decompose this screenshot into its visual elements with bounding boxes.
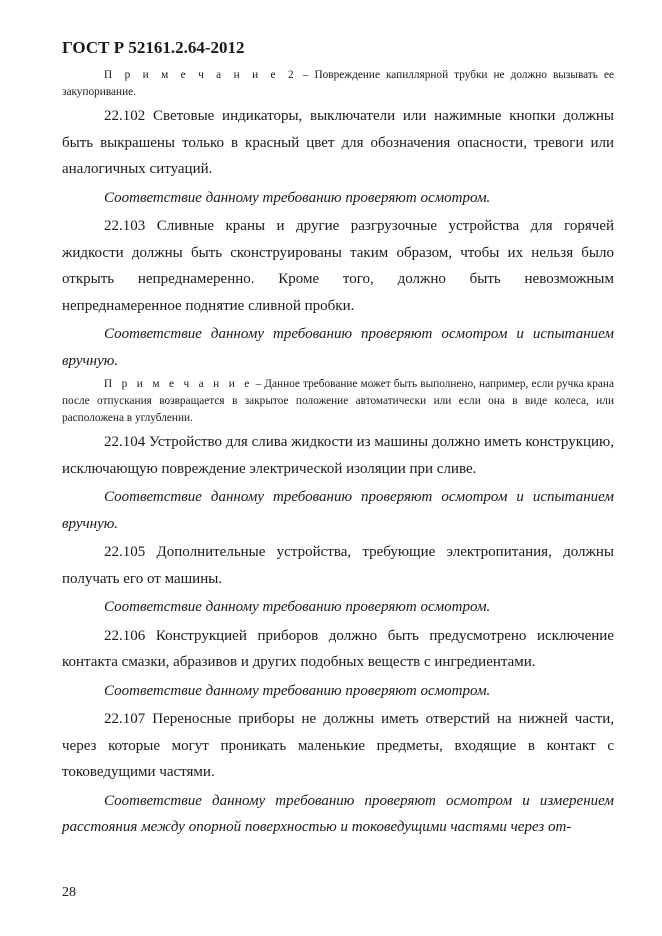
note-text: – Данное требование может быть выполнено, например, если ручка крана после отпускания возвращается в закрытое положение автоматически или если она в виде колеса, или расположена в углублении.	[62, 378, 614, 424]
compliance-statement: Соответствие данному требованию проверяют осмотром и испытанием вручную.	[62, 489, 614, 532]
clause-paragraph: 22.103 Сливные краны и другие разгрузочные устройства для горячей жидкости должны быть сконструированы таким образом, чтобы их нельзя было открыть непреднамеренно. Кроме того, должно быть невозможным непреднамеренное поднятие сливной пробки.	[62, 218, 614, 314]
note-lead: П р и м е ч а н и е 2	[104, 69, 297, 81]
compliance-statement: Соответствие данному требованию проверяют осмотром и испытанием вручную.	[62, 326, 614, 369]
clause-paragraph: 22.104 Устройство для слива жидкости из машины должно иметь конструкцию, исключающую повреждение электрической изоляции при сливе.	[62, 434, 614, 477]
clause-paragraph: 22.102 Световые индикаторы, выключатели или нажимные кнопки должны быть выкрашены только в красный цвет для обозначения опасности, тревоги или аналогичных ситуаций.	[62, 108, 614, 177]
note-paragraph	[62, 376, 614, 427]
compliance-statement: Соответствие данному требованию проверяют осмотром и измерением расстояния между опорной поверхностью и токоведущими частями через от-	[62, 792, 614, 835]
clause-paragraph: 22.105 Дополнительные устройства, требующие электропитания, должны получать его от машины.	[62, 544, 614, 587]
note-text: – Повреждение капиллярной трубки не должно вызывать ее закупоривание.	[62, 69, 614, 98]
note-lead: П р и м е ч а н и е	[104, 378, 253, 390]
clause-paragraph: 22.107 Переносные приборы не должны иметь отверстий на нижней части, через которые могут проникать маленькие предметы, входящие в контакт с токоведущими частями.	[62, 711, 614, 780]
clause-paragraph: 22.106 Конструкцией приборов должно быть предусмотрено исключение контакта смазки, абразивов и других подобных веществ с ингредиентами.	[62, 627, 614, 670]
note-paragraph	[62, 67, 614, 101]
page-number: 28	[62, 885, 76, 900]
document-body	[62, 66, 614, 843]
document-header-title: ГОСТ Р 52161.2.64-2012	[62, 38, 245, 57]
compliance-statement: Соответствие данному требованию проверяют осмотром.	[104, 682, 491, 699]
compliance-statement: Соответствие данному требованию проверяют осмотром.	[104, 189, 491, 206]
compliance-statement: Соответствие данному требованию проверяют осмотром.	[104, 599, 491, 615]
